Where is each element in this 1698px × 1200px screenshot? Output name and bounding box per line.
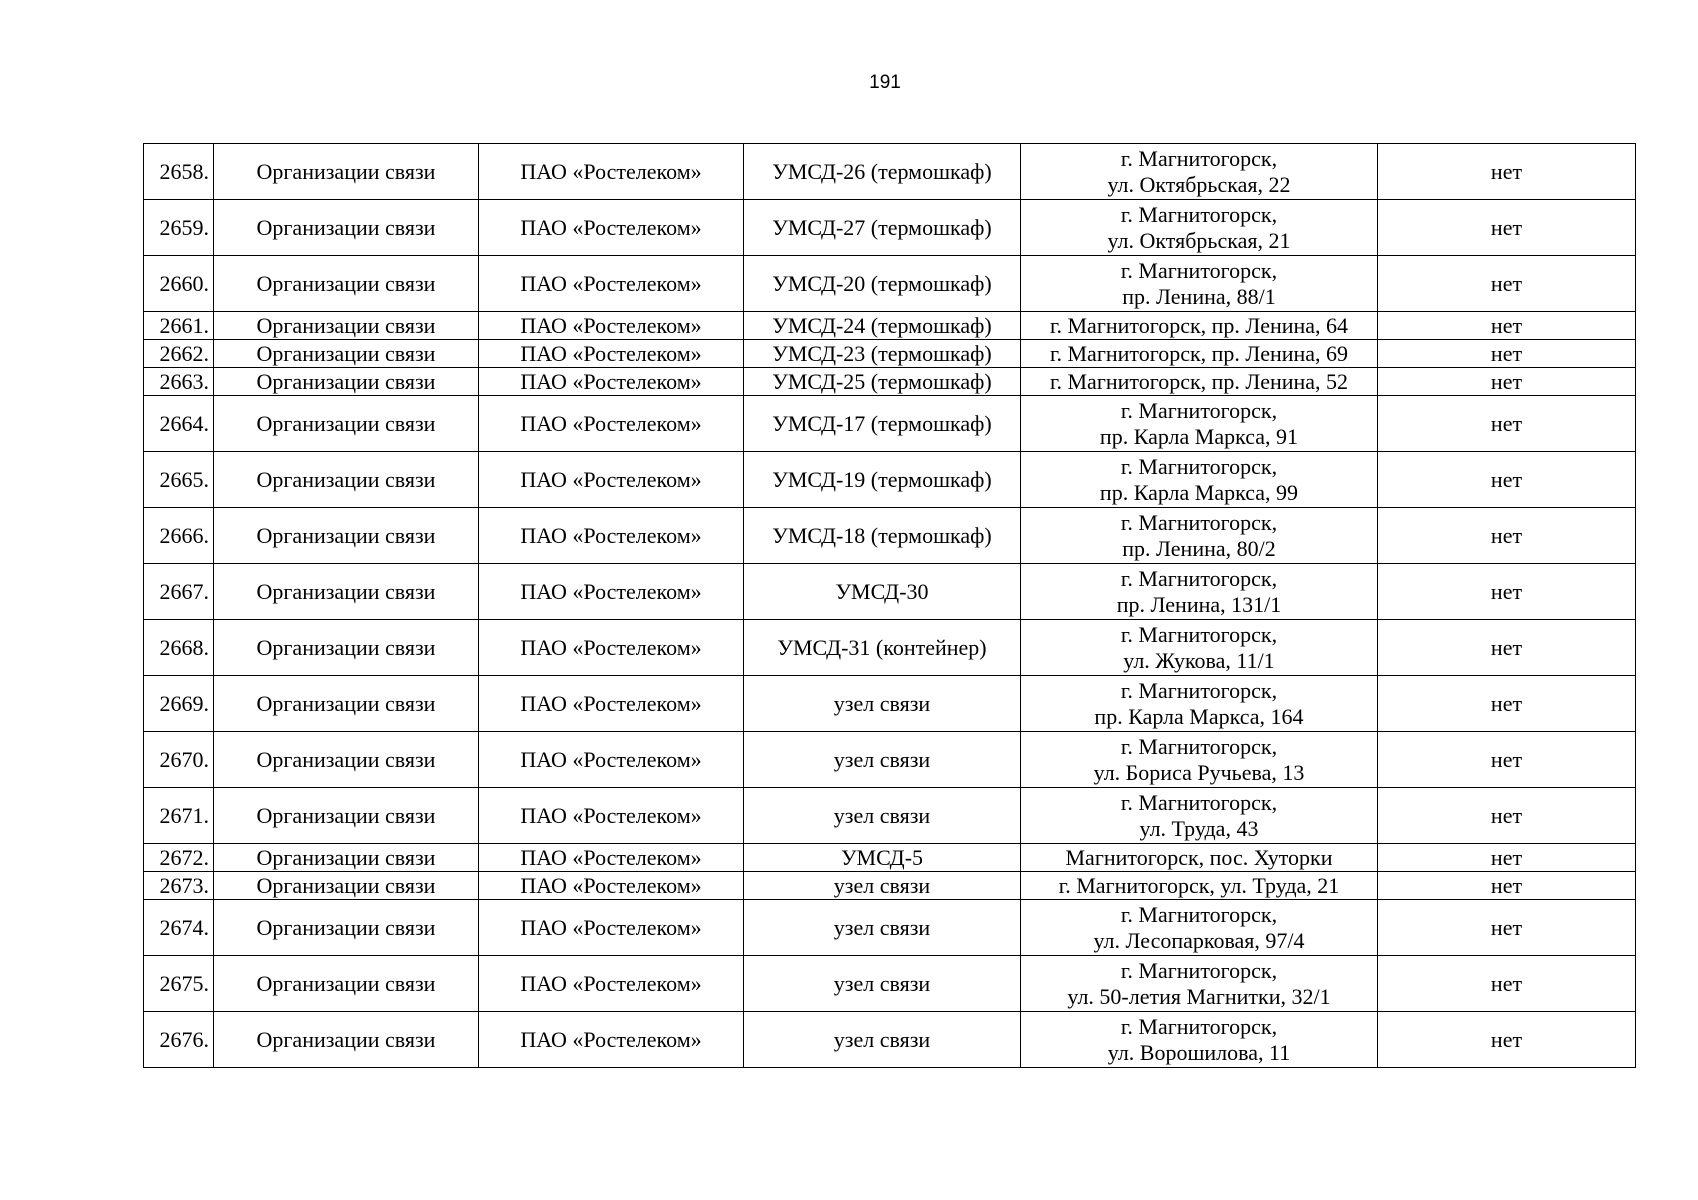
address-line: пр. Ленина, 131/1: [1116, 591, 1282, 617]
operator-cell: ПАО «Ростелеком»: [479, 312, 744, 340]
row-number-cell: 2667.: [144, 564, 214, 620]
object-cell: узел связи: [744, 956, 1021, 1012]
address-cell: [1021, 256, 1378, 312]
operator-cell: ПАО «Ростелеком»: [479, 872, 744, 900]
address-line: г. Магнитогорск,: [1120, 957, 1278, 983]
address-line: ул. Октябрьская, 21: [1107, 227, 1291, 253]
status-cell: нет: [1378, 872, 1636, 900]
address-line: г. Магнитогорск,: [1120, 257, 1278, 283]
row-number-cell: 2666.: [144, 508, 214, 564]
address-cell: [1021, 396, 1378, 452]
address-cell: [1021, 956, 1378, 1012]
object-cell: УМСД-17 (термошкаф): [744, 396, 1021, 452]
row-number-cell: 2662.: [144, 340, 214, 368]
table-row: [144, 200, 1636, 256]
operator-cell: ПАО «Ростелеком»: [479, 452, 744, 508]
operator-cell: ПАО «Ростелеком»: [479, 340, 744, 368]
operator-cell: ПАО «Ростелеком»: [479, 1012, 744, 1068]
address-line: Магнитогорск, пос. Хуторки: [1065, 844, 1333, 870]
status-cell: нет: [1378, 564, 1636, 620]
status-cell: нет: [1378, 620, 1636, 676]
row-number-cell: 2673.: [144, 872, 214, 900]
object-cell: УМСД-27 (термошкаф): [744, 200, 1021, 256]
address-cell: [1021, 144, 1378, 200]
category-cell: Организации связи: [214, 340, 479, 368]
address-line: пр. Ленина, 80/2: [1122, 535, 1276, 561]
category-cell: Организации связи: [214, 508, 479, 564]
category-cell: Организации связи: [214, 256, 479, 312]
address-line: г. Магнитогорск,: [1120, 145, 1278, 171]
category-cell: Организации связи: [214, 144, 479, 200]
object-cell: узел связи: [744, 676, 1021, 732]
status-cell: нет: [1378, 956, 1636, 1012]
category-cell: Организации связи: [214, 564, 479, 620]
page-number: 191: [869, 72, 901, 93]
object-cell: УМСД-25 (термошкаф): [744, 368, 1021, 396]
object-cell: УМСД-26 (термошкаф): [744, 144, 1021, 200]
address-line: г. Магнитогорск,: [1120, 901, 1278, 927]
row-number-cell: 2670.: [144, 732, 214, 788]
table-row: [144, 872, 1636, 900]
operator-cell: ПАО «Ростелеком»: [479, 788, 744, 844]
category-cell: Организации связи: [214, 732, 479, 788]
row-number-cell: 2660.: [144, 256, 214, 312]
status-cell: нет: [1378, 452, 1636, 508]
operator-cell: ПАО «Ростелеком»: [479, 620, 744, 676]
row-number-cell: 2658.: [144, 144, 214, 200]
table-row: [144, 844, 1636, 872]
address-cell: [1021, 508, 1378, 564]
row-number-cell: 2676.: [144, 1012, 214, 1068]
operator-cell: ПАО «Ростелеком»: [479, 144, 744, 200]
operator-cell: ПАО «Ростелеком»: [479, 732, 744, 788]
object-cell: узел связи: [744, 732, 1021, 788]
address-cell: [1021, 844, 1378, 872]
address-line: ул. Труда, 43: [1139, 815, 1259, 841]
address-line: г. Магнитогорск,: [1120, 621, 1278, 647]
row-number-cell: 2669.: [144, 676, 214, 732]
address-cell: [1021, 788, 1378, 844]
registry-table-body: [144, 144, 1636, 1068]
address-line: пр. Карла Маркса, 99: [1099, 479, 1299, 505]
status-cell: нет: [1378, 788, 1636, 844]
table-row: [144, 956, 1636, 1012]
status-cell: нет: [1378, 508, 1636, 564]
status-cell: нет: [1378, 900, 1636, 956]
address-line: г. Магнитогорск,: [1120, 733, 1278, 759]
row-number-cell: 2668.: [144, 620, 214, 676]
address-cell: [1021, 200, 1378, 256]
address-line: г. Магнитогорск,: [1120, 453, 1278, 479]
address-line: г. Магнитогорск,: [1120, 789, 1278, 815]
address-cell: [1021, 872, 1378, 900]
operator-cell: ПАО «Ростелеком»: [479, 676, 744, 732]
operator-cell: ПАО «Ростелеком»: [479, 508, 744, 564]
table-row: [144, 452, 1636, 508]
table-row: [144, 1012, 1636, 1068]
row-number-cell: 2665.: [144, 452, 214, 508]
address-line: ул. 50-летия Магнитки, 32/1: [1067, 983, 1331, 1009]
table-row: [144, 144, 1636, 200]
address-line: г. Магнитогорск, ул. Труда, 21: [1058, 872, 1340, 898]
address-cell: [1021, 1012, 1378, 1068]
row-number-cell: 2663.: [144, 368, 214, 396]
category-cell: Организации связи: [214, 1012, 479, 1068]
operator-cell: ПАО «Ростелеком»: [479, 564, 744, 620]
address-line: г. Магнитогорск, пр. Ленина, 69: [1049, 340, 1349, 366]
address-cell: [1021, 452, 1378, 508]
category-cell: Организации связи: [214, 844, 479, 872]
category-cell: Организации связи: [214, 368, 479, 396]
address-line: г. Магнитогорск,: [1120, 201, 1278, 227]
object-cell: УМСД-5: [744, 844, 1021, 872]
address-line: пр. Карла Маркса, 164: [1094, 703, 1304, 729]
category-cell: Организации связи: [214, 872, 479, 900]
address-cell: [1021, 676, 1378, 732]
status-cell: нет: [1378, 676, 1636, 732]
category-cell: Организации связи: [214, 312, 479, 340]
table-row: [144, 396, 1636, 452]
category-cell: Организации связи: [214, 200, 479, 256]
address-line: г. Магнитогорск,: [1120, 565, 1278, 591]
address-line: г. Магнитогорск, пр. Ленина, 64: [1049, 312, 1349, 338]
row-number-cell: 2674.: [144, 900, 214, 956]
address-line: г. Магнитогорск,: [1120, 1013, 1278, 1039]
object-cell: УМСД-30: [744, 564, 1021, 620]
address-cell: [1021, 620, 1378, 676]
row-number-cell: 2672.: [144, 844, 214, 872]
table-row: [144, 368, 1636, 396]
address-line: ул. Бориса Ручьева, 13: [1093, 759, 1305, 785]
table-row: [144, 900, 1636, 956]
category-cell: Организации связи: [214, 452, 479, 508]
object-cell: узел связи: [744, 872, 1021, 900]
status-cell: нет: [1378, 1012, 1636, 1068]
row-number-cell: 2671.: [144, 788, 214, 844]
table-row: [144, 340, 1636, 368]
operator-cell: ПАО «Ростелеком»: [479, 200, 744, 256]
status-cell: нет: [1378, 312, 1636, 340]
address-line: г. Магнитогорск,: [1120, 397, 1278, 423]
object-cell: УМСД-31 (контейнер): [744, 620, 1021, 676]
address-line: г. Магнитогорск, пр. Ленина, 52: [1049, 368, 1349, 394]
address-line: г. Магнитогорск,: [1120, 677, 1278, 703]
row-number-cell: 2664.: [144, 396, 214, 452]
object-cell: УМСД-24 (термошкаф): [744, 312, 1021, 340]
registry-table: [143, 143, 1636, 1068]
address-line: пр. Карла Маркса, 91: [1099, 423, 1299, 449]
category-cell: Организации связи: [214, 676, 479, 732]
table-row: [144, 508, 1636, 564]
status-cell: нет: [1378, 256, 1636, 312]
address-line: г. Магнитогорск,: [1120, 509, 1278, 535]
object-cell: УМСД-23 (термошкаф): [744, 340, 1021, 368]
status-cell: нет: [1378, 340, 1636, 368]
status-cell: нет: [1378, 844, 1636, 872]
row-number-cell: 2659.: [144, 200, 214, 256]
category-cell: Организации связи: [214, 956, 479, 1012]
table-row: [144, 312, 1636, 340]
address-cell: [1021, 340, 1378, 368]
address-line: пр. Ленина, 88/1: [1122, 283, 1276, 309]
address-line: ул. Октябрьская, 22: [1107, 171, 1291, 197]
object-cell: узел связи: [744, 900, 1021, 956]
table-row: [144, 732, 1636, 788]
table-row: [144, 676, 1636, 732]
address-line: ул. Жукова, 11/1: [1123, 647, 1275, 673]
status-cell: нет: [1378, 144, 1636, 200]
operator-cell: ПАО «Ростелеком»: [479, 396, 744, 452]
address-cell: [1021, 900, 1378, 956]
object-cell: УМСД-19 (термошкаф): [744, 452, 1021, 508]
category-cell: Организации связи: [214, 396, 479, 452]
operator-cell: ПАО «Ростелеком»: [479, 256, 744, 312]
table-row: [144, 564, 1636, 620]
object-cell: узел связи: [744, 788, 1021, 844]
row-number-cell: 2661.: [144, 312, 214, 340]
status-cell: нет: [1378, 732, 1636, 788]
object-cell: узел связи: [744, 1012, 1021, 1068]
address-cell: [1021, 312, 1378, 340]
operator-cell: ПАО «Ростелеком»: [479, 956, 744, 1012]
category-cell: Организации связи: [214, 788, 479, 844]
row-number-cell: 2675.: [144, 956, 214, 1012]
category-cell: Организации связи: [214, 900, 479, 956]
address-line: ул. Ворошилова, 11: [1107, 1039, 1291, 1065]
object-cell: УМСД-18 (термошкаф): [744, 508, 1021, 564]
category-cell: Организации связи: [214, 620, 479, 676]
object-cell: УМСД-20 (термошкаф): [744, 256, 1021, 312]
address-cell: [1021, 368, 1378, 396]
address-line: ул. Лесопарковая, 97/4: [1093, 927, 1305, 953]
table-row: [144, 788, 1636, 844]
table-row: [144, 620, 1636, 676]
address-cell: [1021, 564, 1378, 620]
status-cell: нет: [1378, 200, 1636, 256]
operator-cell: ПАО «Ростелеком»: [479, 844, 744, 872]
status-cell: нет: [1378, 368, 1636, 396]
address-cell: [1021, 732, 1378, 788]
operator-cell: ПАО «Ростелеком»: [479, 368, 744, 396]
status-cell: нет: [1378, 396, 1636, 452]
table-row: [144, 256, 1636, 312]
operator-cell: ПАО «Ростелеком»: [479, 900, 744, 956]
